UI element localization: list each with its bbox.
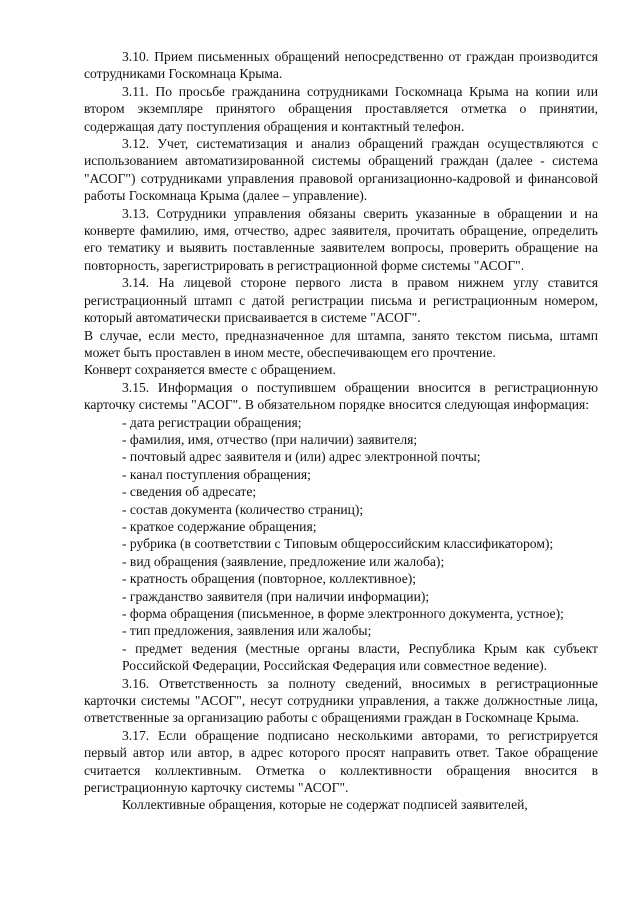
paragraph-3-14-stamp-note: В случае, если место, предназначенное для штампа, занято текстом письма, штамп может быть проставлен в ином месте, обеспечивающем его прочтение. <box>84 327 598 360</box>
list-item: - вид обращения (заявление, предложение или жалоба); <box>122 553 445 569</box>
list-item: - канал поступления обращения; <box>122 466 311 482</box>
list-item: - дата регистрации обращения; <box>122 414 302 430</box>
paragraph-3-16: 3.16. Ответственность за полноту сведений, вносимых в регистрационные карточки системы "АСОГ", несут сотрудники управления, а также должностные лица, ответственные за организацию работы с обращениями граждан в Госкомнаце Крыма. <box>84 675 598 726</box>
paragraph-3-10: 3.10. Прием письменных обращений непосредственно от граждан производится сотрудниками Госкомнаца Крыма. <box>84 49 598 82</box>
list-item: - фамилия, имя, отчество (при наличии) заявителя; <box>122 431 418 447</box>
list-item: - кратность обращения (повторное, коллективное); <box>122 571 417 587</box>
paragraph-3-14: 3.14. На лицевой стороне первого листа в правом нижнем углу ставится регистрационный штамп с датой регистрации письма и регистрационным номером, который автоматически присваивается в системе "АСОГ". <box>84 275 598 326</box>
list-item: - тип предложения, заявления или жалобы; <box>122 623 372 639</box>
list-item: - состав документа (количество страниц); <box>122 501 364 517</box>
list-item: - форма обращения (письменное, в форме электронного документа, устное); <box>122 606 564 621</box>
paragraph-collective-appeals: Коллективные обращения, которые не содержат подписей заявителей, <box>122 797 528 813</box>
paragraph-3-11: 3.11. По просьбе гражданина сотрудниками Госкомнаца Крыма на копии или втором экземпляре принятого обращения проставляется отметка о принятии, содержащая дату поступления обращения и контактный телефон. <box>84 83 598 134</box>
list-item: - предмет ведения (местные органы власти, Республика Крым как субъект Российской Федерации, Российская Федерация или совместное ведение). <box>122 640 598 674</box>
list-item: - рубрика (в соответствии с Типовым общероссийским классификатором); <box>122 536 554 552</box>
paragraph-3-13: 3.13. Сотрудники управления обязаны сверить указанные в обращении и на конверте фамилию, имя, отчество, адрес заявителя, прочитать обращение, определить его тематику и выявить поставленные заявителем вопросы, проверить обращение на повторность, зарегистрировать в регистрационной форме системы "АСОГ". <box>84 205 598 273</box>
list-item: - сведения об адресате; <box>122 484 257 500</box>
paragraph-3-15: 3.15. Информация о поступившем обращении вносится в регистрационную карточку системы "АСОГ". В обязательном порядке вносится следующая информация: <box>84 379 598 413</box>
list-item: - краткое содержание обращения; <box>122 518 317 534</box>
list-item: - гражданство заявителя (при наличии информации); <box>122 588 430 604</box>
paragraph-3-14-envelope-note: Конверт сохраняется вместе с обращением. <box>84 362 336 378</box>
paragraph-3-12: 3.12. Учет, систематизация и анализ обращений граждан осуществляются с использованием автоматизированной системы обращений граждан (далее - система "АСОГ") сотрудниками управления правовой организационно-кадровой и финансовой работы Госкомнаца Крыма (далее – управление). <box>84 136 598 204</box>
list-item: - почтовый адрес заявителя и (или) адрес электронной почты; <box>122 449 481 465</box>
registration-info-list <box>84 414 598 675</box>
paragraph-3-17: 3.17. Если обращение подписано несколькими авторами, то регистрируется первый автор или автор, в адрес которого просят направить ответ. Такое обращение считается коллективным. Отметка о коллективности обращения вносится в регистрационную карточку системы "АСОГ". <box>84 727 598 796</box>
